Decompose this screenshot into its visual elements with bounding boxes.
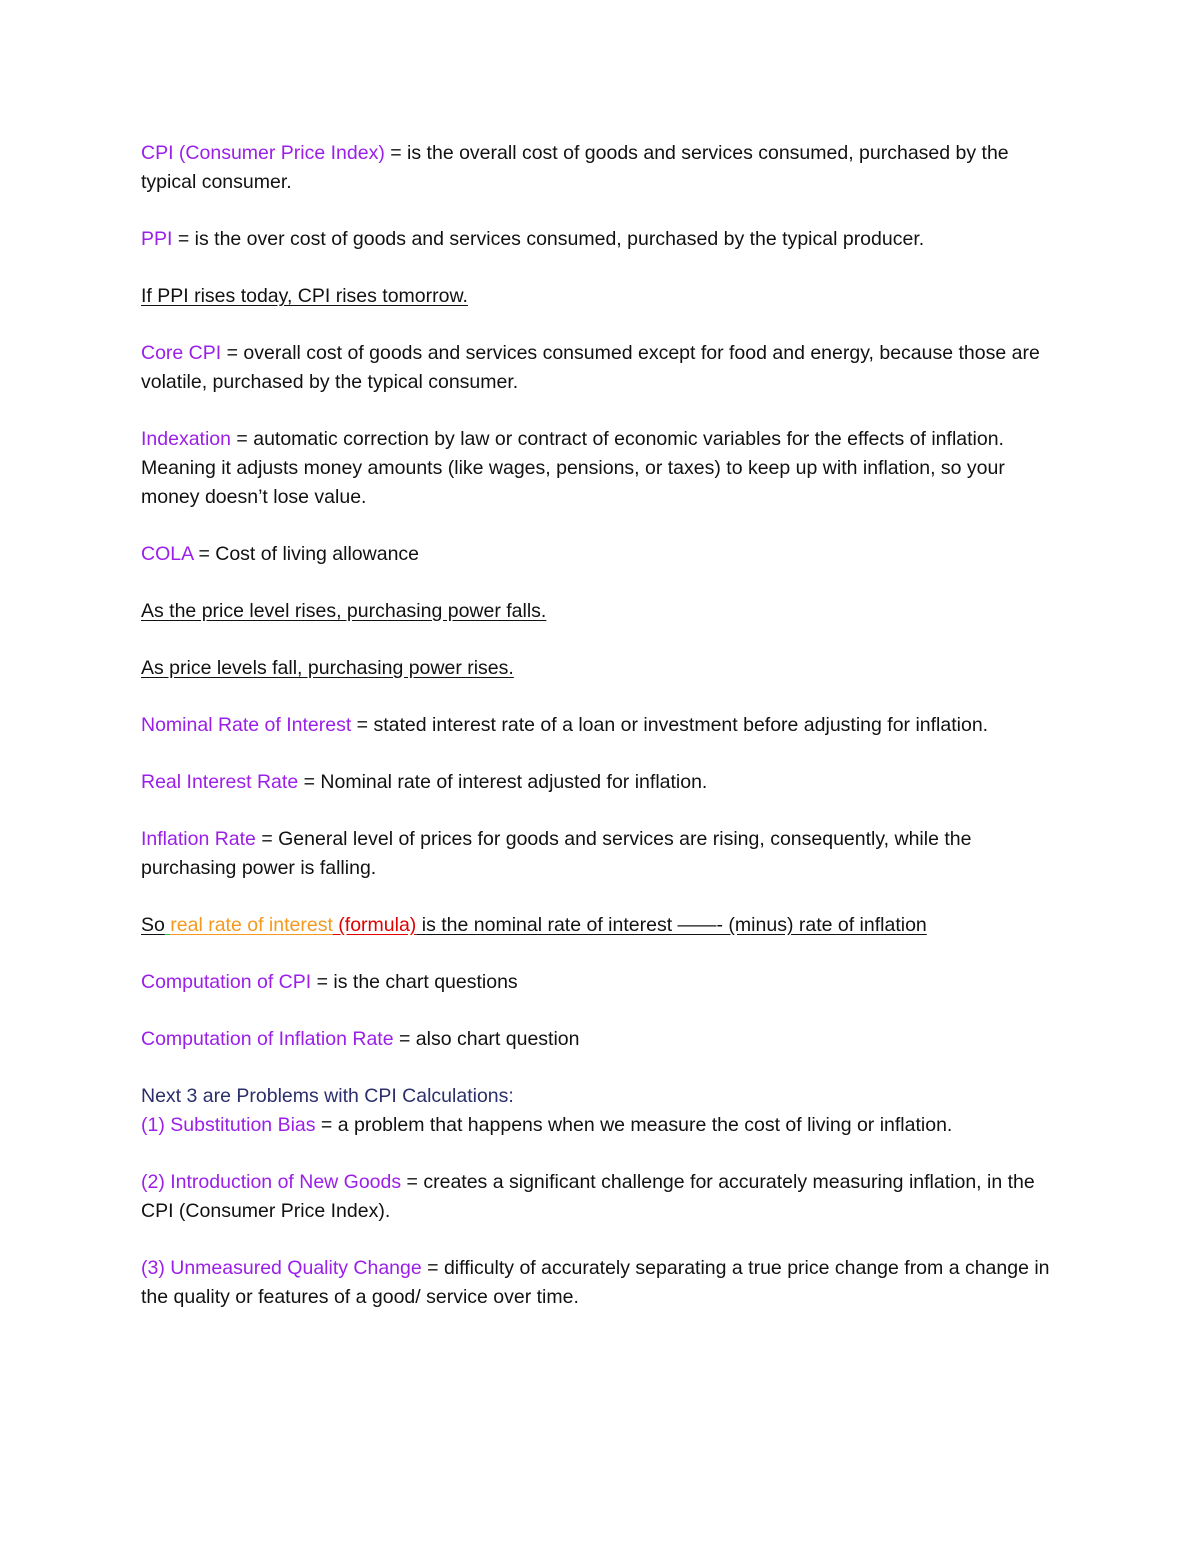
term-nominal-rate: Nominal Rate of Interest bbox=[141, 714, 352, 736]
underlined-note: As the price level rises, purchasing power falls. bbox=[141, 600, 547, 622]
definition-text: = Cost of living allowance bbox=[193, 543, 420, 565]
definition-text: = difficulty of accurately separating a true price change from a change in the quality or features of a good/ service over time. bbox=[141, 1257, 1050, 1308]
definition-text: = stated interest rate of a loan or investment before adjusting for inflation. bbox=[351, 714, 989, 736]
term-computation-inflation: Computation of Inflation Rate bbox=[141, 1028, 394, 1050]
term-quality-change: (3) Unmeasured Quality Change bbox=[141, 1257, 422, 1279]
formula-label: (formula) bbox=[332, 914, 417, 936]
underlined-note: As price levels fall, purchasing power rises. bbox=[141, 657, 514, 679]
formula-so: So bbox=[141, 914, 165, 936]
term-new-goods: (2) Introduction of New Goods bbox=[141, 1171, 402, 1193]
definition-text: = is the overall cost of goods and services consumed, purchased by the typical consumer. bbox=[141, 142, 1009, 193]
problem-substitution-bias bbox=[141, 1111, 1061, 1140]
note-price-falls bbox=[141, 654, 1061, 683]
problem-new-goods bbox=[141, 1168, 1061, 1226]
term-substitution-bias: (1) Substitution Bias bbox=[141, 1114, 316, 1136]
definition-real-interest-rate bbox=[141, 768, 1061, 797]
definition-core-cpi bbox=[141, 339, 1061, 397]
note-price-rises bbox=[141, 597, 1061, 626]
heading-text: Next 3 are Problems with CPI Calculations: bbox=[141, 1085, 514, 1107]
definition-cola bbox=[141, 540, 1061, 569]
definition-text: = automatic correction by law or contract of economic variables for the effects of inflation. Meaning it adjusts money amounts (like wages, pensions, or taxes) to keep up with inflation, so your money doesn’t lose value. bbox=[141, 428, 1005, 508]
definition-text: = also chart question bbox=[393, 1028, 580, 1050]
term-cpi: CPI (Consumer Price Index) bbox=[141, 142, 385, 164]
definition-text: = Nominal rate of interest adjusted for inflation. bbox=[298, 771, 708, 793]
definition-text: = a problem that happens when we measure the cost of living or inflation. bbox=[315, 1114, 953, 1136]
definition-nominal-rate bbox=[141, 711, 1061, 740]
term-real-interest-rate: Real Interest Rate bbox=[141, 771, 299, 793]
definition-computation-inflation bbox=[141, 1025, 1061, 1054]
definition-text: = creates a significant challenge for accurately measuring inflation, in the CPI (Consumer Price Index). bbox=[141, 1171, 1035, 1222]
definition-cpi bbox=[141, 139, 1061, 197]
term-core-cpi: Core CPI bbox=[141, 342, 222, 364]
definition-text: = is the over cost of goods and services consumed, purchased by the typical producer. bbox=[172, 228, 925, 250]
document-page bbox=[141, 139, 1061, 1340]
formula-real-rate: real rate of interest bbox=[170, 914, 333, 936]
term-ppi: PPI bbox=[141, 228, 173, 250]
term-indexation: Indexation bbox=[141, 428, 231, 450]
term-inflation-rate: Inflation Rate bbox=[141, 828, 256, 850]
formula-text: is the nominal rate of interest ——- (minus) rate of inflation bbox=[416, 914, 927, 936]
definition-text: = General level of prices for goods and services are rising, consequently, while the purchasing power is falling. bbox=[141, 828, 972, 879]
definition-indexation bbox=[141, 425, 1061, 512]
underlined-note: If PPI rises today, CPI rises tomorrow. bbox=[141, 285, 468, 307]
problems-heading bbox=[141, 1082, 1061, 1111]
definition-inflation-rate bbox=[141, 825, 1061, 883]
formula-note bbox=[141, 911, 1061, 940]
term-computation-cpi: Computation of CPI bbox=[141, 971, 312, 993]
definition-computation-cpi bbox=[141, 968, 1061, 997]
term-cola: COLA bbox=[141, 543, 194, 565]
definition-text: = is the chart questions bbox=[311, 971, 518, 993]
definition-ppi bbox=[141, 225, 1061, 254]
definition-text: = overall cost of goods and services consumed except for food and energy, because those are volatile, purchased by the typical consumer. bbox=[141, 342, 1040, 393]
problem-quality-change bbox=[141, 1254, 1061, 1312]
note-ppi-cpi bbox=[141, 282, 1061, 311]
